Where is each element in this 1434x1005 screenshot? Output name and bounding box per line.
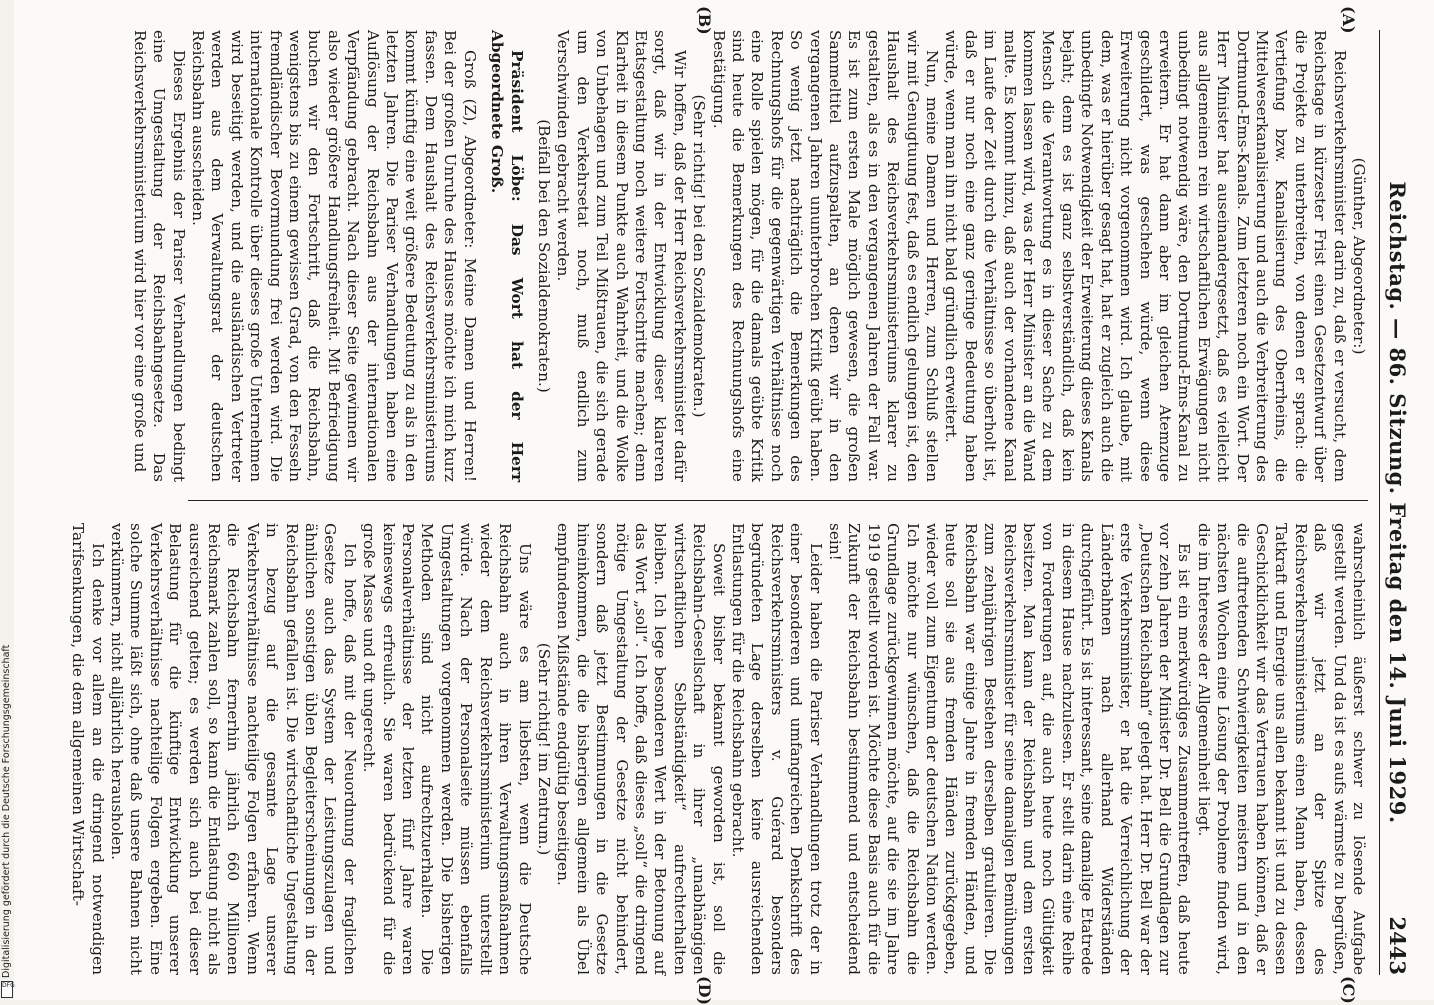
margin-marker-b: (B) xyxy=(695,6,714,35)
header-title: Reichstag. — 86. Sitzung. Freitag den 14. Juni 1929. xyxy=(1385,181,1410,824)
paragraph: Nun, meine Damen und Herren, zum Schluß stellen wir mit Genugtuung fest, daß es endlich gelungen ist, den Haushalt des Reichsverkehrsministeriums klarer zu gestalten, als es in den vergangenen Jahren der Fall war. Es ist zum ersten Male möglich gewesen, die großen Sammeltitel aufzuspalten, an denen wir in den vergangenen Jahren ununterbrochen Kritik geübt haben. So wenig jetzt nachträglich die Bemerkungen des Rechnungshofs für die gegenwärtigen Verhältnisse noch eine Rolle spielen mögen, für die damals geübte Kritik sind heute die Bemerkungen des Rechnungshofs eine Bestätigung. xyxy=(709,30,942,482)
margin-marker-a: (A) xyxy=(1339,6,1358,34)
paragraph: Soweit bisher bekannt geworden ist, soll die Reichsbahn-Gesellschaft in ihrer „unabhängigen wirtschaftlichen Selbständigkeit“ aufrechterhalten bleiben. Ich lege besonderen Wert in der Betonung auf das Wort „soll“. Ich hoffe, daß dieses „soll“ die dringend nötige Umgestaltung der Gesetze nicht behindert, sondern daß jetzt Bestimmungen in die Gesetze hineinkommen, die die bisherigen allgemein als Übel empfundenen Mißstände endgültig beseitigen. xyxy=(554,523,728,975)
paragraph: Leider haben die Pariser Verhandlungen trotz der in einer besonderen und umfangreichen Denkschrift des Reichsverkehrsministers v. Guérard besonders begründeten Lage derselben keine ausreichenden Entlastungen für die Reichsbahn gebracht. xyxy=(729,523,825,975)
paragraph: wahrscheinlich äußerst schwer zu lösende Aufgabe gestellt werden. Und da ist es aufs wärmste zu begrüßen, daß wir jetzt an der Spitze des Reichsverkehrsministeriums einen Mann haben, dessen Tatkraft und Energie uns allen bekannt ist und zu dessen Geschicklichkeit wir das Vertrauen haben können, daß er die auftretenden Schwierigkeiten meistern und in den nächsten Wochen eine Lösung der Probleme finden wird, die im Interesse der Allgemeinheit liegt. xyxy=(1194,523,1368,975)
right-column xyxy=(69,523,1368,975)
paragraph: Wir hoffen, daß der Herr Reichsverkehrsminister dafür sorgt, daß wir in der Entwicklung dieser klareren Etatsgestaltung noch weitere Fortschritte machen; denn Klarheit in diesem Punkte auch Wahrheit, und die Wolke von Unbehagen und zum Teil Mißtrauen, die sich gerade um den Verkehrsetat noch, muß endlich zum Verschwinden gebracht werden. xyxy=(554,30,689,482)
president-statement: Präsident Löbe: Das Wort hat der Herr Abgeordnete Groß. xyxy=(488,30,526,482)
margin-marker-d: (D) xyxy=(695,976,714,1005)
paragraph: Es ist ein merkwürdiges Zusammentreffen, daß heute vor zehn Jahren der Minister Dr. Bell die Grundlagen zur „Deutschen Reichsbahn“ gelegt hat. Herr Dr. Bell war der erste Verkehrsminister, er hat die Verreichlichung der Länderbahnen nach allerhand Widerständen durchgeführt. Es ist interessant, seine damalige Etatrede in diesem Hause nachzulesen. Er stellt darin eine Reihe von Forderungen auf, die auch heute noch Gültigkeit besitzen. Man kann der Reichsbahn und dem ersten Reichsverkehrsminister für seine damaligen Bemühungen zum zehnjährigen Bestehen derselben gratulieren. Die Reichsbahn war einige Jahre in fremden Händen, und heute soll sie aus fremden Händen zurückgegeben, wieder voll zum Eigentum der deutschen Nation werden. Ich möchte nur wünschen, daß die Reichsbahn die Grundlage zurückgewinnen möchte, auf die sie im Jahre 1919 gestellt worden ist. Möchte diese Basis auch für die Zukunft der Reichsbahn bestimmend und entscheidend sein! xyxy=(826,523,1194,975)
paragraph: Reichsverkehrsminister darin zu, daß er versucht, dem Reichstage in kürzester Frist einen Gesetzentwurf über die Projekte zu unterbreiten, von denen er sprach: die Vertiefung bzw. Kanalisierung des Oberrheins, die Mittelweserkanalisierung und auch die Verbreiterung des Dortmund-Ems-Kanals. Zum letzteren noch ein Wort. Der Herr Minister hat auseinandergesetzt, daß es vielleicht aus allgemeinen rein wirtschaftlichen Erwägungen nicht unbedingt notwendig wäre, den Dortmund-Ems-Kanal zu erweitern. Er hat dann aber im gleichen Atemzuge geschildert, was geschehen würde, wenn diese Erweiterung nicht vorgenommen wird. Ich glaube, mit dem, was er hierüber gesagt hat, hat er zugleich auch die unbedingte Notwendigkeit der Erweiterung dieses Kanals bejaht; denn es ist ganz selbstverständlich, daß kein Mensch die Verantwortung es in dieser Sache zu dem kommen lassen wird, was der Herr Minister an die Wand malte. Es kommt hinzu, daß auch der vorhandene Kanal im Laufe der Zeit durch die Verhältnisse so überholt ist, daß er nur noch eine ganz geringe Bedeutung haben würde, wenn man ihn nicht bald gründlich erweitert. xyxy=(942,30,1349,482)
paragraph: Ich denke vor allem an die dringend notwendigen Tarifsenkungen, die dem allgemeinen Wirtschaft- xyxy=(69,523,107,975)
paragraph: Ich hoffe, daß mit der Neuordnung der fraglichen Gesetze auch das System der Leistungszulagen und ähnlichen sonstigen üblen Begleiterscheinungen in der Reichsbahn gefallen ist. Die wirtschaftliche Ungestaltung in bezug auf die gesamte Lage unserer Verkehrsverhältnisse nachteilige Folgen erfahren. Wenn die Reichsbahn fernerhin jährlich 660 Millionen Reichsmark zahlen soll, so kann die Entlastung nicht als ausreichend gelten; es werden sich auch bei dieser Belastung für die künftige Entwicklung unserer Verkehrsverhältnisse nachteilige Folgen ergeben. Eine solche Summe läßt sich, ohne daß unsere Bahnen nicht verkümmern, nicht alljährlich herausholen. xyxy=(108,523,359,975)
dfg-logo xyxy=(1,981,13,998)
interjection: (Sehr richtig! bei den Sozialdemokraten.) xyxy=(690,94,709,418)
left-column xyxy=(130,30,1368,482)
paragraph: Dieses Ergebnis der Pariser Verhandlungen bedingt eine Umgestaltung der Reichsbahngesetze. Das Reichsverkehrsministerium wird hier vor eine große und xyxy=(130,30,188,482)
interjection: (Beifall bei den Sozialdemokraten.) xyxy=(534,119,553,393)
scanned-page xyxy=(14,0,1434,1005)
paragraph: Uns wäre es am liebsten, wenn die Deutsche Reichsbahn auch in ihren Verwaltungsmaßnahmen wieder dem Reichsverkehrsministerium unterstellt würde. Nach der Personalseite müssen ebenfalls Umgestaltungen vorgenommen werden. Die bisherigen Methoden sind nicht aufrechtzuerhalten. Die Personalverhältnisse der letzten fünf Jahre waren keineswegs erfreulich. Sie waren bedrückend für die große Masse und oft ungerecht. xyxy=(360,523,534,975)
speech-opening: Groß (Z), Abgeordneter: Meine Damen und Herren! Bei der großen Unruhe des Hauses möchte ich mich kurz fassen. Dem Haushalt des Reichsverkehrsministeriums kommt künftig eine weit größere Bedeutung zu als in den letzten Jahren. Die Pariser Verhandlungen haben eine Auflösung der Reichsbahn aus der internationalen Verpfändung gebracht. Nach dieser Seite gewinnen wir also wieder größere Handlungsfreiheit. Mit Befriedigung buchen wir den Fortschritt, daß die Reichsbahn, wenigstens bis zu einem gewissen Grad, von den Fesseln fremdländischer Bevormundung frei werden wird. Die internationale Kontrolle über dieses große Unternehmen wird beseitigt werden, und die ausländischen Vertreter werden aus dem Verwaltungsrat der deutschen Reichsbahn ausscheiden. xyxy=(189,30,479,482)
margin-marker-c: (C) xyxy=(1339,976,1358,1004)
speaker-continued: (Günther, Abgeordneter:) xyxy=(1350,157,1368,355)
interjection: (Sehr richtig! im Zentrum.) xyxy=(534,642,553,856)
credit-text: Digitalisierung gefördert durch die Deutsche Forschungsgemeinschaft xyxy=(1,644,12,978)
digitization-credit xyxy=(0,0,14,1000)
page-header xyxy=(1379,30,1414,975)
column-divider xyxy=(188,500,1368,501)
rotated-page-content xyxy=(14,0,1434,1005)
dfg-logo-text: DFG xyxy=(2,982,15,989)
page-number: 2443 xyxy=(1385,916,1410,975)
